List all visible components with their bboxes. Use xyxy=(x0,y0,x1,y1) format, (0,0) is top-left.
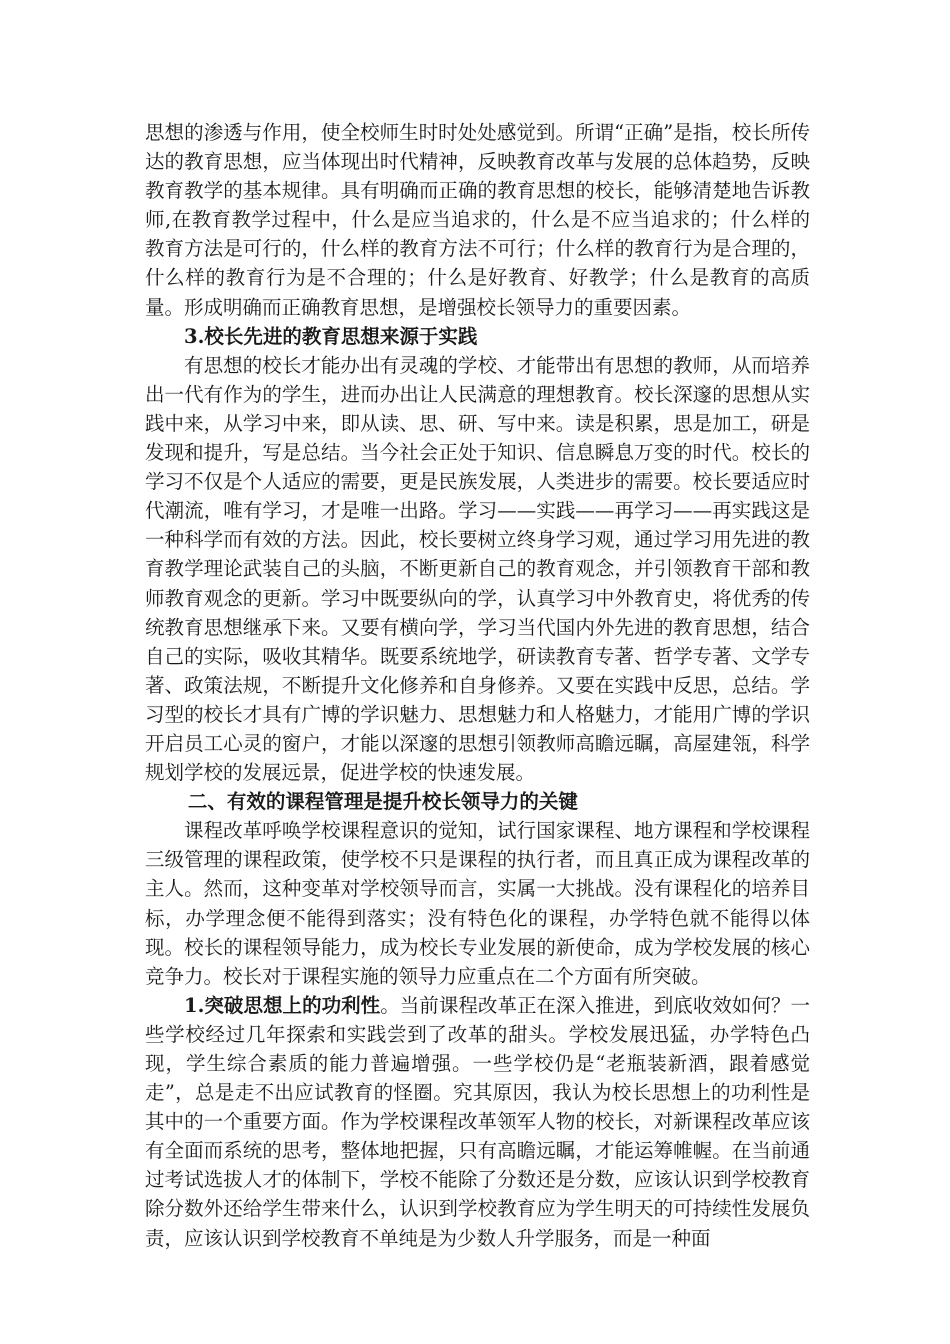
section-heading-2: 二、有效的课程管理是提升校长领导力的关键 xyxy=(187,790,578,814)
section-heading-3: 3.校长先进的教育思想来源于实践 xyxy=(184,324,478,348)
paragraph-intro: 思想的渗透与作用，使全校师生时时处处感觉到。所谓“正确”是指，校长所传达的教育思想，应当体现出时代精神，反映教育改革与发展的总体趋势，反映教育教学的基本规律。具有明确而正确的教育思想的校长，能够清楚地告诉教师,在教育教学过程中，什么是应当追求的，什么是不应当追求的；什么样的教育方法是可行的，什么样的教育方法不可行；什么样的教育行为是合理的，什么样的教育行为是不合理的；什么是好教育、好教学；什么是教育的高质量。形成明确而正确教育思想，是增强校长领导力的重要因素。 xyxy=(145,121,810,319)
document-page xyxy=(145,118,810,1253)
paragraph-curriculum: 课程改革呼唤学校课程意识的觉知，试行国家课程、地方课程和学校课程三级管理的课程政策，使学校不只是课程的执行者，而且真正成为课程改革的主人。然而，这种变革对学校领导而言，实属一大挑战。没有课程化的培养目标，办学理念便不能得到落实；没有特色化的课程，办学特色就不能得以体现。校长的课程领导能力，成为校长专业发展的新使命，成为学校发展的核心竞争力。校长对于课程实施的领导力应重点在二个方面有所突破。 xyxy=(145,819,810,988)
paragraph-breakthrough xyxy=(145,991,810,1253)
breakthrough-lead: 1.突破思想上的功利性 xyxy=(184,993,381,1017)
breakthrough-body: 。当前课程改革正在深入推进，到底收效如何？一些学校经过几年探索和实践尝到了改革的甜头。学校发展迅猛，办学特色凸现，学生综合素质的能力普遍增强。一些学校仍是“老瓶装新酒，跟着感觉走”，总是走不出应试教育的怪圈。究其原因，我认为校长思想上的功利性是其中的一个重要方面。作为学校课程改革领军人物的校长，对新课程改革应该有全面而系统的思考，整体地把握，只有高瞻远瞩，才能运筹帷幄。在当前通过考试选拔人才的体制下，学校不能除了分数还是分数，应该认识到学校教育除分数外还给学生带来什么，认识到学校教育应为学生明天的可持续性发展负责，应该认识到学校教育不单纯是为少数人升学服务，而是一种面 xyxy=(145,993,810,1250)
paragraph-practice: 有思想的校长才能办出有灵魂的学校、才能带出有思想的教师，从而培养出一代有作为的学生，进而办出让人民满意的理想教育。校长深邃的思想从实践中来，从学习中来，即从读、思、研、写中来。读是积累，思是加工，研是发现和提升，写是总结。当今社会正处于知识、信息瞬息万变的时代。校长的学习不仅是个人适应的需要，更是民族发展，人类进步的需要。校长要适应时代潮流，唯有学习，才是唯一出路。学习——实践——再学习——再实践这是一种科学而有效的方法。因此，校长要树立终身学习观，通过学习用先进的教育教学理论武装自己的头脑，不断更新自己的教育观念，并引领教育干部和教师教育观念的更新。学习中既要纵向的学，认真学习中外教育史，将优秀的传统教育思想继承下来。又要有横向学，学习当代国内外先进的教育思想，结合自己的实际，吸收其精华。既要系统地学，研读教育专著、哲学专著、文学专著、政策法规，不断提升文化修养和自身修养。又要在实践中反思，总结。学习型的校长才具有广博的学识魅力、思想魅力和人格魅力，才能用广博的学识开启员工心灵的窗户，才能以深邃的思想引领教师高瞻远瞩，高屋建瓴，科学规划学校的发展远景，促进学校的快速发展。 xyxy=(145,353,810,785)
